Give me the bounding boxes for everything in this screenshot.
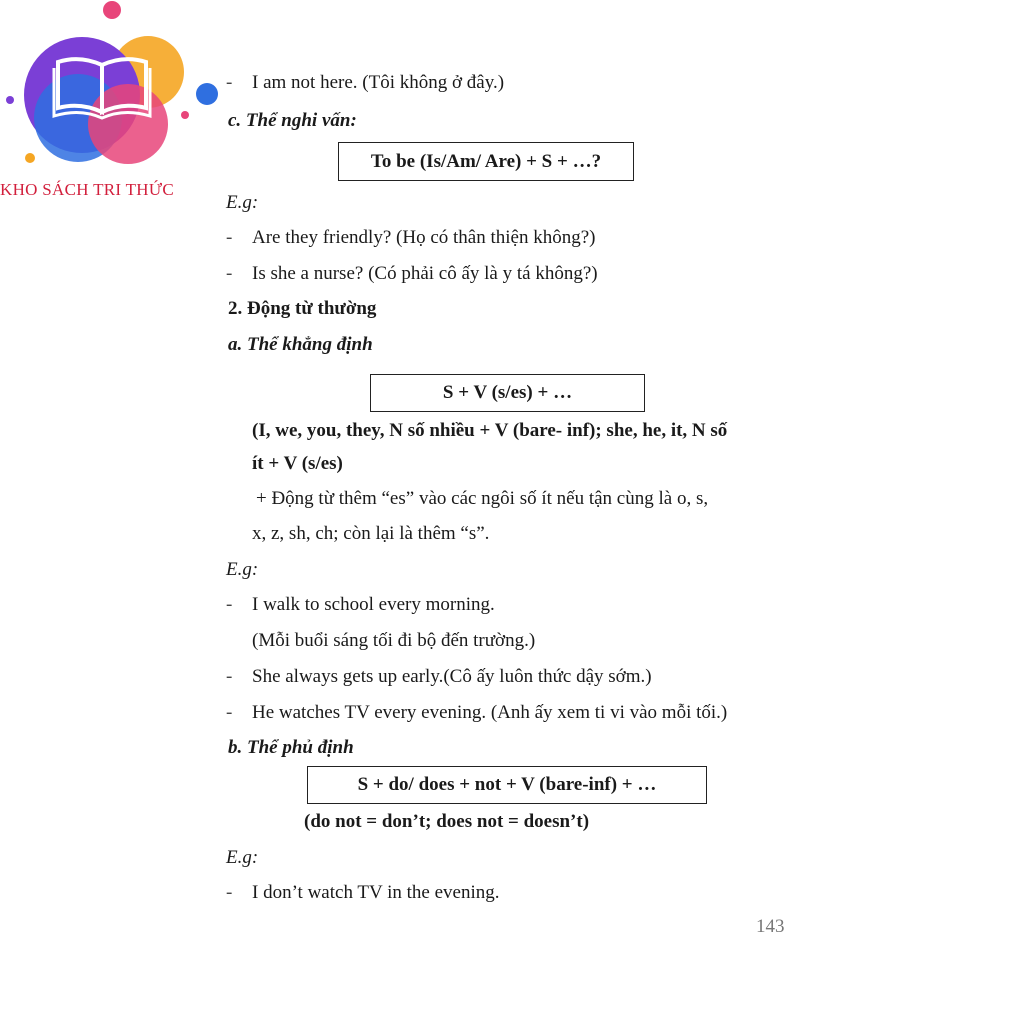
brand-name: KHO SÁCH TRI THỨC [0,180,174,199]
eg-label: E.g: [226,847,259,868]
bullet-dash: - [226,594,233,615]
example-line: He watches TV every evening. (Anh ấy xem ti vi vào mỗi tối.) [252,702,728,723]
section-heading: c. Thể nghi vấn: [228,110,357,131]
note-text: x, z, sh, ch; còn lại là thêm “s”. [252,523,490,544]
section-heading: a. Thể khẳng định [228,334,373,355]
example-line: I walk to school every morning. [252,594,495,615]
example-line: I am not here. (Tôi không ở đây.) [252,72,505,93]
section-heading: 2. Động từ thường [228,298,377,319]
note-text: + Động từ thêm “es” vào các ngôi số ít nếu tận cùng là o, s, [256,488,709,509]
rule-text: ít + V (s/es) [252,453,343,474]
example-translation: (Mỗi buổi sáng tối đi bộ đến trường.) [252,630,536,651]
contraction-note: (do not = don’t; does not = doesn’t) [304,811,590,832]
example-line: Are they friendly? (Họ có thân thiện không?) [252,227,596,248]
section-heading: b. Thể phủ định [228,737,354,758]
bullet-dash: - [226,263,233,284]
bullet-dash: - [226,702,233,723]
bullet-dash: - [226,227,233,248]
example-line: Is she a nurse? (Có phải cô ấy là y tá không?) [252,263,598,284]
eg-label: E.g: [226,559,259,580]
formula-box: S + do/ does + not + V (bare-inf) + … [307,766,707,804]
bullet-dash: - [226,666,233,687]
eg-label: E.g: [226,192,259,213]
page-number: 143 [756,916,785,937]
rule-text: (I, we, you, they, N số nhiều + V (bare- inf); she, he, it, N số [252,420,728,441]
bullet-dash: - [226,882,233,903]
formula-box: To be (Is/Am/ Are) + S + …? [338,142,634,181]
bullet-dash: - [226,72,233,93]
example-line: I don’t watch TV in the evening. [252,882,500,903]
open-book-icon [0,0,233,180]
brand-logo [0,0,233,210]
example-line: She always gets up early.(Cô ấy luôn thức dậy sớm.) [252,666,652,687]
formula-box: S + V (s/es) + … [370,374,645,412]
